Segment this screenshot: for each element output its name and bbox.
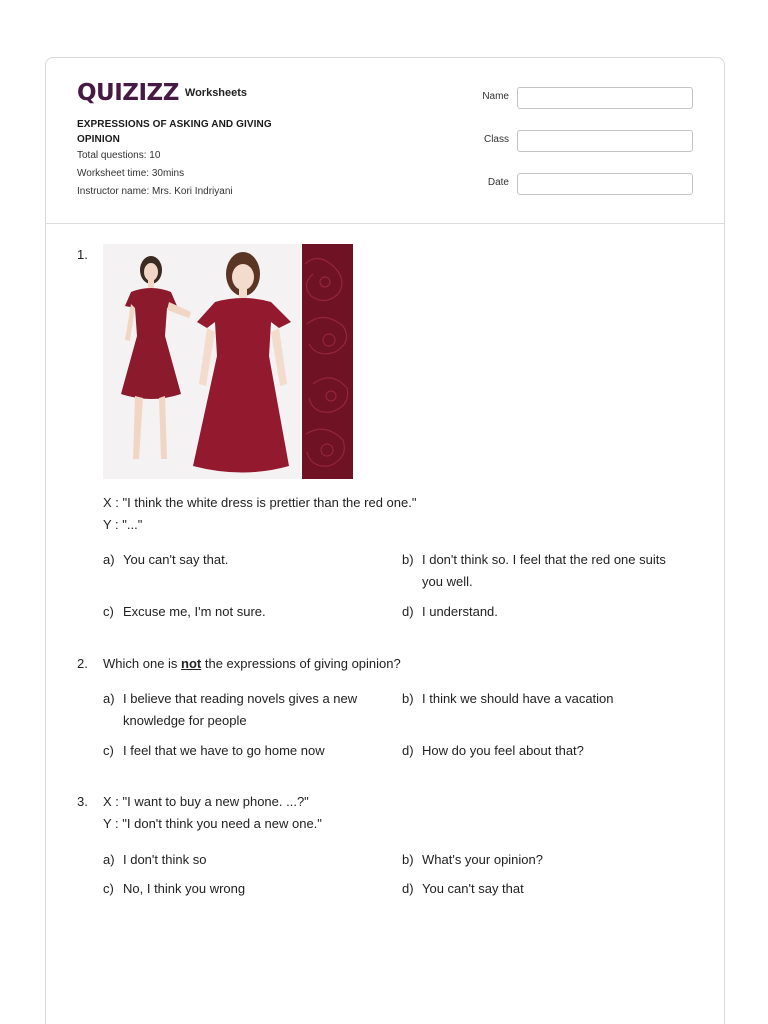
question-1-option-c[interactable]	[103, 601, 383, 623]
question-1-option-b[interactable]	[402, 549, 692, 593]
option-letter: a)	[103, 552, 115, 567]
option-letter: d)	[402, 743, 414, 758]
option-letter: b)	[402, 552, 414, 567]
option-text: I feel that we have to go home now	[123, 743, 325, 758]
date-field[interactable]	[517, 173, 693, 195]
option-letter: d)	[402, 881, 414, 896]
question-2-number: 2.	[77, 656, 88, 671]
question-3-number: 3.	[77, 794, 88, 809]
worksheet-time: Worksheet time: 30mins	[77, 168, 185, 179]
option-text: I don't think so	[123, 852, 207, 867]
option-text: What's your opinion?	[422, 852, 543, 867]
class-field[interactable]	[517, 130, 693, 152]
dress-photo	[103, 244, 353, 479]
prompt-after: the expressions of giving opinion?	[201, 656, 401, 671]
option-text: You can't say that	[422, 881, 524, 896]
name-field[interactable]	[517, 87, 693, 109]
question-3-option-a[interactable]	[103, 849, 383, 871]
option-letter: a)	[103, 852, 115, 867]
question-1-number: 1.	[77, 247, 88, 262]
name-label: Name	[482, 91, 509, 102]
question-2-option-a[interactable]	[103, 688, 383, 732]
worksheet-header	[46, 58, 724, 224]
class-label: Class	[483, 134, 509, 145]
option-letter: d)	[402, 604, 414, 619]
question-3-option-b[interactable]	[402, 849, 692, 871]
total-questions: Total questions: 10	[77, 150, 161, 161]
option-letter: c)	[103, 743, 114, 758]
option-text: You can't say that.	[123, 552, 229, 567]
question-3-line-y: Y : "I don't think you need a new one."	[103, 816, 322, 831]
question-2-prompt	[103, 656, 401, 671]
question-3-line-x: X : "I want to buy a new phone. ...?"	[103, 794, 309, 809]
option-letter: a)	[103, 691, 115, 706]
option-text: No, I think you wrong	[123, 881, 246, 896]
option-text: I understand.	[422, 604, 498, 619]
question-1-line-y: Y : "..."	[103, 517, 143, 532]
instructor-name: Instructor name: Mrs. Kori Indriyani	[77, 186, 233, 197]
date-label: Date	[487, 177, 509, 188]
option-letter: c)	[103, 604, 114, 619]
worksheet-title: EXPRESSIONS OF ASKING AND GIVING OPINION	[77, 119, 272, 145]
logo-brand: QUIZIZZ	[77, 80, 179, 106]
question-1-option-a[interactable]	[103, 549, 383, 571]
question-3-option-d[interactable]	[402, 878, 692, 900]
question-1-line-x: X : "I think the white dress is prettier than the red one."	[103, 495, 417, 510]
prompt-emphasis: not	[181, 656, 202, 671]
option-letter: b)	[402, 852, 414, 867]
option-text: I think we should have a vacation	[422, 691, 614, 706]
question-1-option-d[interactable]	[402, 601, 692, 623]
option-text: I don't think so. I feel that the red one suits you well.	[422, 552, 666, 589]
logo-subtitle: Worksheets	[184, 87, 248, 99]
worksheet-sheet	[45, 57, 725, 1024]
prompt-before: Which one is	[103, 656, 182, 671]
option-text: Excuse me, I'm not sure.	[123, 604, 266, 619]
question-2-option-b[interactable]	[402, 688, 692, 710]
quizizz-logo	[77, 80, 247, 106]
option-text: I believe that reading novels gives a new knowledge for people	[123, 691, 358, 728]
question-2-option-d[interactable]	[402, 740, 692, 762]
option-text: How do you feel about that?	[422, 743, 584, 758]
question-2-option-c[interactable]	[103, 740, 383, 762]
option-letter: b)	[402, 691, 414, 706]
option-letter: c)	[103, 881, 114, 896]
question-3-option-c[interactable]	[103, 878, 383, 900]
